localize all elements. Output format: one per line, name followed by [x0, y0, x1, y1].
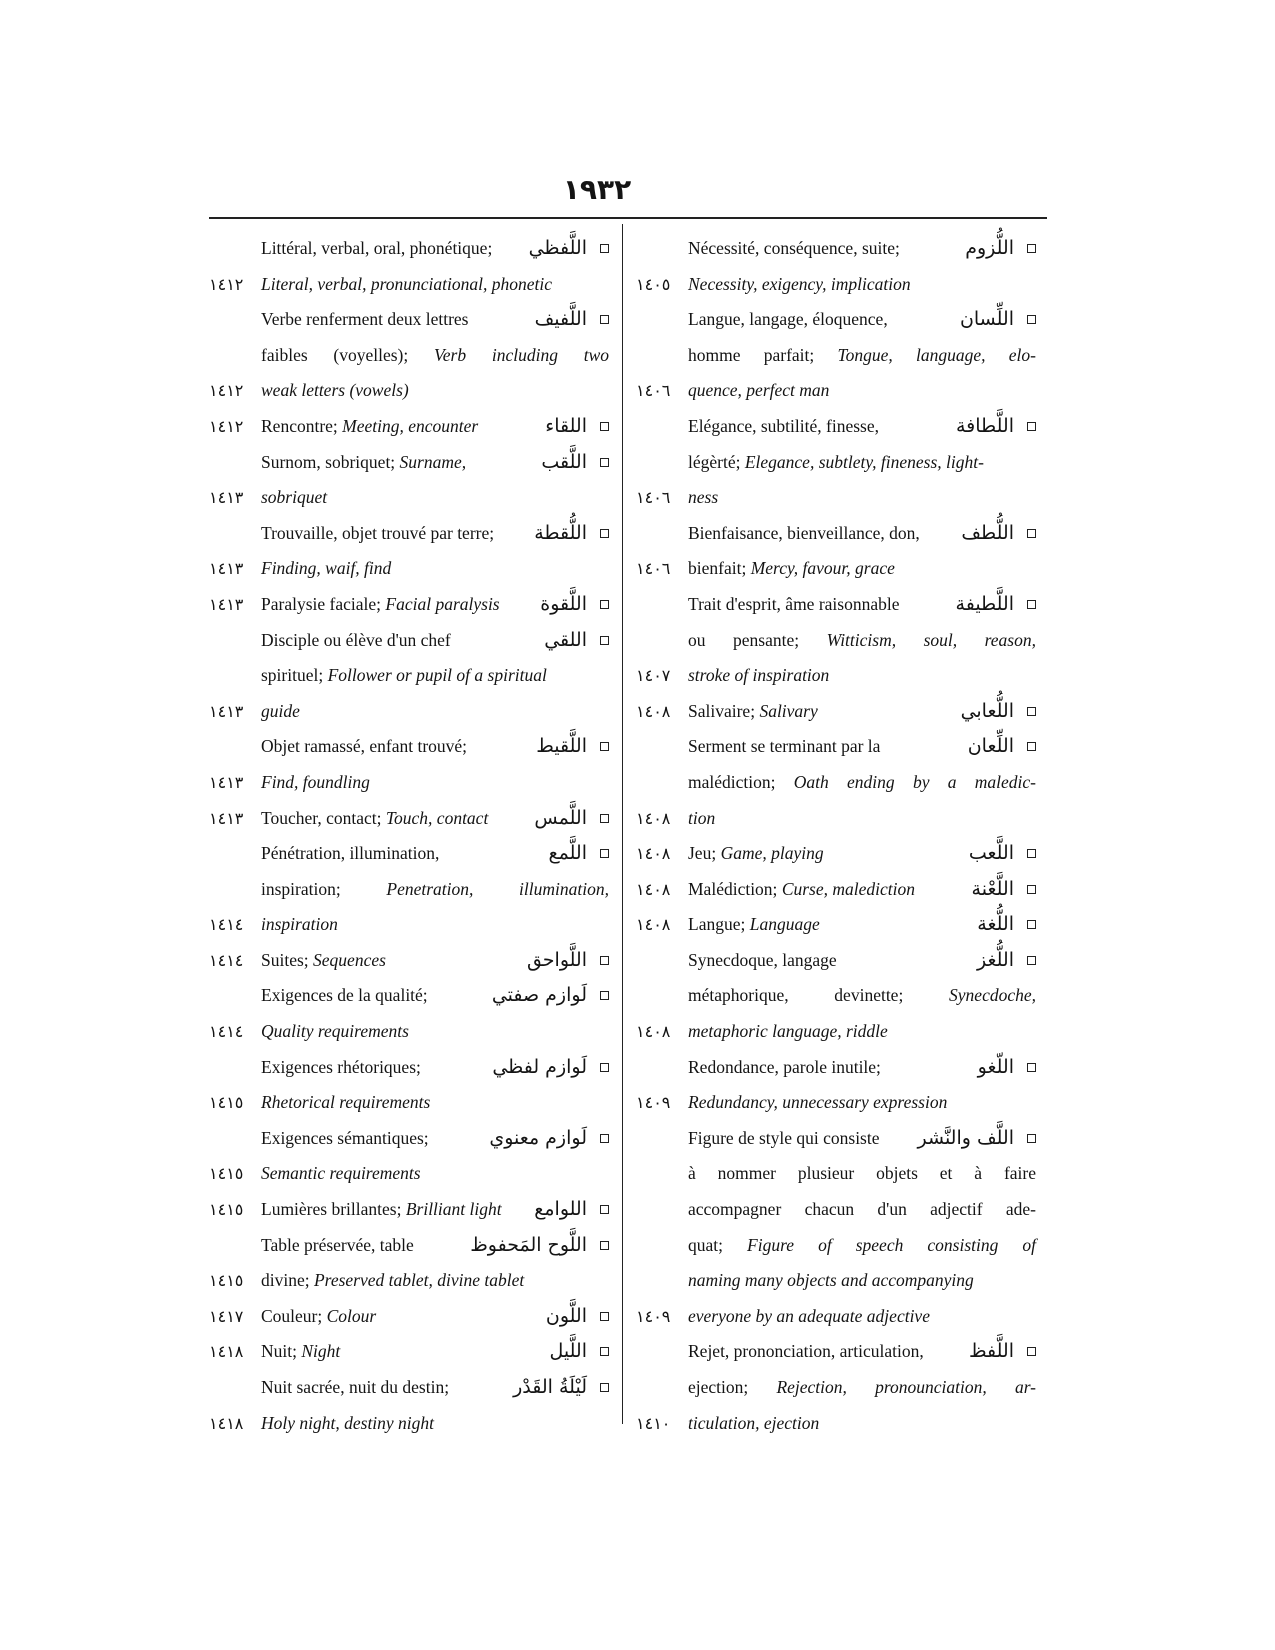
entry-line	[209, 1406, 609, 1442]
definition-english: Game, playing	[720, 843, 824, 864]
entry-line	[636, 1406, 1036, 1442]
square-bullet-icon	[600, 458, 609, 467]
definition-french: inspiration;	[261, 878, 387, 899]
square-bullet-icon	[1027, 849, 1036, 858]
entry-headword: اللَّون	[540, 1299, 587, 1335]
entry-line	[209, 587, 609, 623]
square-bullet-icon	[600, 1312, 609, 1321]
definition-french: ou pensante;	[688, 629, 827, 650]
definition-french: Bienfaisance, bienveillance, don,	[688, 522, 920, 543]
entry-line	[636, 729, 1036, 765]
entry-line	[636, 907, 1036, 943]
square-bullet-icon	[1027, 707, 1036, 716]
entry-line	[209, 765, 609, 801]
entry-page-ref: ١٤١٢	[209, 381, 244, 401]
entry-line	[636, 694, 1036, 730]
definition-english: Penetration, illumination,	[386, 878, 609, 899]
entry-headword: اللَّقب	[535, 445, 587, 481]
entry-definition	[688, 445, 1036, 481]
entry-line	[636, 1334, 1036, 1370]
page-number: ١٩٣٢	[562, 173, 632, 206]
entry-headword: لَيْلَةُ القَدْر	[507, 1370, 587, 1406]
entry-line	[209, 1192, 609, 1228]
entry-definition	[261, 1263, 609, 1299]
right-column	[636, 231, 1036, 1441]
entry-headword: اللقي	[538, 623, 587, 659]
entry-definition	[688, 623, 1036, 659]
entry-page-ref: ١٤١٣	[209, 559, 244, 579]
entry-definition	[688, 1299, 1036, 1335]
entry-definition	[688, 1263, 1036, 1299]
entry-line	[636, 302, 1036, 338]
definition-english: Salivary	[759, 700, 818, 721]
entry-headword: اللِّعان	[962, 729, 1014, 765]
definition-english: Mercy, favour, grace	[750, 558, 895, 579]
square-bullet-icon	[1027, 1347, 1036, 1356]
entry-definition	[688, 1156, 1036, 1192]
definition-french: Exigences de la qualité;	[261, 985, 428, 1006]
square-bullet-icon	[600, 849, 609, 858]
entry-definition	[688, 765, 1036, 801]
entry-page-ref: ١٤١٣	[209, 594, 244, 614]
left-column	[209, 231, 609, 1441]
entry-headword: اللُّقطة	[528, 516, 587, 552]
entry-page-ref: ١٤٠٨	[636, 844, 671, 864]
entry-page-ref: ١٤١٥	[209, 1093, 244, 1113]
entry-page-ref: ١٤٠٩	[636, 1093, 671, 1113]
definition-french: Table préservée, table	[261, 1234, 414, 1255]
definition-french: Verbe renferment deux lettres	[261, 309, 469, 330]
entry-headword: اللَّقيط	[530, 729, 587, 765]
square-bullet-icon	[600, 742, 609, 751]
square-bullet-icon	[600, 814, 609, 823]
entry-line	[636, 978, 1036, 1014]
square-bullet-icon	[600, 991, 609, 1000]
entry-line	[636, 623, 1036, 659]
square-bullet-icon	[1027, 885, 1036, 894]
definition-french: métaphorique, devinette;	[688, 985, 950, 1006]
entry-line	[636, 480, 1036, 516]
entry-definition	[261, 765, 609, 801]
definition-english: stroke of inspiration	[688, 665, 830, 686]
entry-page-ref: ١٤٠٦	[636, 381, 671, 401]
definition-french: homme parfait;	[688, 344, 838, 365]
definition-french: Serment se terminant par la	[688, 736, 881, 757]
square-bullet-icon	[1027, 422, 1036, 431]
definition-french: Malédiction;	[688, 878, 782, 899]
entry-page-ref: ١٤١٠	[636, 1413, 671, 1433]
definition-english: Witticism, soul, reason,	[826, 629, 1036, 650]
definition-french: Lumières brillantes;	[261, 1199, 406, 1220]
entry-line	[209, 1085, 609, 1121]
square-bullet-icon	[600, 636, 609, 645]
definition-english: ness	[688, 487, 719, 508]
entry-headword: اللوامع	[528, 1192, 587, 1228]
entry-headword: اللَّطافة	[950, 409, 1014, 445]
entry-page-ref: ١٤٠٧	[636, 666, 671, 686]
entry-line	[636, 1121, 1036, 1157]
entry-line	[209, 231, 609, 267]
square-bullet-icon	[600, 1383, 609, 1392]
entry-page-ref: ١٤١٢	[209, 416, 244, 436]
definition-english: tion	[688, 807, 716, 828]
entry-line	[209, 978, 609, 1014]
entry-page-ref: ١٤٠٨	[636, 915, 671, 935]
entry-line	[209, 373, 609, 409]
entry-line	[636, 373, 1036, 409]
definition-french: Nuit sacrée, nuit du destin;	[261, 1377, 450, 1397]
entry-line	[636, 267, 1036, 303]
definition-english: Tongue, language, elo-	[837, 344, 1036, 365]
definition-french: Surnom, sobriquet;	[261, 451, 400, 472]
entry-headword: اللِّسان	[954, 302, 1014, 338]
square-bullet-icon	[600, 1205, 609, 1214]
entry-line	[636, 872, 1036, 908]
entry-definition	[688, 480, 1036, 516]
square-bullet-icon	[600, 244, 609, 253]
definition-english: Synecdoche,	[949, 985, 1036, 1006]
entry-line	[636, 338, 1036, 374]
definition-english: Figure of speech consisting of	[747, 1234, 1036, 1255]
entry-line	[636, 943, 1036, 979]
entry-headword: اللَّقوة	[534, 587, 587, 623]
entry-line	[209, 1050, 609, 1086]
entry-page-ref: ١٤٠٨	[636, 1022, 671, 1042]
definition-english: quence, perfect man	[688, 380, 830, 401]
square-bullet-icon	[600, 529, 609, 538]
entry-line	[209, 516, 609, 552]
definition-french: Figure de style qui consiste	[688, 1127, 880, 1148]
entry-headword: اللَّعْنة	[966, 872, 1014, 908]
entry-definition	[688, 267, 1036, 303]
entry-page-ref: ١٤٠٦	[636, 559, 671, 579]
entry-line	[209, 409, 609, 445]
entry-page-ref: ١٤١٤	[209, 915, 244, 935]
entry-headword: اللَّمس	[528, 801, 587, 837]
definition-french: Jeu;	[688, 843, 721, 864]
entry-page-ref: ١٤١٣	[209, 701, 244, 721]
definition-french: faibles (voyelles);	[261, 344, 435, 365]
entry-line	[636, 1228, 1036, 1264]
entry-line	[209, 836, 609, 872]
entry-definition	[688, 338, 1036, 374]
entry-definition	[688, 1014, 1036, 1050]
entry-definition	[261, 1156, 609, 1192]
entry-headword: اللُّطف	[955, 516, 1014, 552]
entry-line	[636, 445, 1036, 481]
definition-english: Finding, waif, find	[261, 558, 392, 579]
entry-line	[209, 1228, 609, 1264]
definition-english: everyone by an adequate adjective	[688, 1305, 930, 1326]
definition-english: Preserved tablet, divine tablet	[313, 1270, 525, 1291]
definition-english: Facial paralysis	[385, 593, 500, 614]
definition-french: spirituel;	[261, 665, 328, 686]
entry-page-ref: ١٤١٥	[209, 1271, 244, 1291]
definition-english: Find, foundling	[261, 771, 370, 792]
definition-french: accompagner chacun d'un adjectif ade-	[688, 1199, 1036, 1220]
entry-line	[636, 1050, 1036, 1086]
entry-headword: اللَّعب	[963, 836, 1014, 872]
entry-line	[636, 658, 1036, 694]
entry-line	[636, 587, 1036, 623]
square-bullet-icon	[1027, 742, 1036, 751]
definition-english: sobriquet	[261, 487, 328, 508]
entry-line	[209, 729, 609, 765]
entry-headword: اللَّيل	[544, 1334, 587, 1370]
column-divider	[622, 224, 623, 1424]
definition-french: divine;	[261, 1270, 314, 1291]
entry-line	[209, 551, 609, 587]
entry-headword: اللقاء	[539, 409, 587, 445]
entry-page-ref: ١٤٠٦	[636, 488, 671, 508]
definition-french: Paralysie faciale;	[261, 593, 386, 614]
entry-line	[636, 1156, 1036, 1192]
definition-english: Night	[301, 1341, 341, 1362]
definition-french: Langue;	[688, 914, 750, 935]
definition-french: malédiction;	[688, 771, 794, 792]
entry-headword: اللَّطيفة	[950, 587, 1014, 623]
definition-english: Redundancy, unnecessary expression	[688, 1092, 948, 1113]
entry-line	[209, 267, 609, 303]
definition-french: ejection;	[688, 1377, 777, 1397]
definition-english: Literal, verbal, pronunciational, phonetic	[261, 273, 552, 294]
definition-french: Synecdoque, langage	[688, 949, 837, 970]
definition-english: guide	[261, 700, 300, 721]
definition-english: Surname,	[399, 451, 467, 472]
definition-french: Trait d'esprit, âme raisonnable	[688, 593, 900, 614]
entry-headword: لَوازم لفظي	[486, 1050, 587, 1086]
entry-line	[209, 1299, 609, 1335]
entry-line	[636, 801, 1036, 837]
definition-french: à nommer plusieur objets et à faire	[688, 1163, 1036, 1184]
entry-definition	[261, 658, 609, 694]
entry-headword: اللَّف والنَّشر	[912, 1121, 1014, 1157]
entry-definition	[688, 658, 1036, 694]
header-rule	[209, 217, 1047, 219]
definition-french: Couleur;	[261, 1305, 327, 1326]
entry-page-ref: ١٤١٤	[209, 1022, 244, 1042]
definition-french: légèrté;	[688, 451, 745, 472]
entry-line	[209, 872, 609, 908]
entry-headword: اللَّواحق	[521, 943, 587, 979]
entry-definition	[688, 801, 1036, 837]
entry-page-ref: ١٤١٣	[209, 772, 244, 792]
entry-headword: اللُّعابي	[955, 694, 1014, 730]
entry-page-ref: ١٤٠٨	[636, 808, 671, 828]
entry-page-ref: ١٤٠٩	[636, 1306, 671, 1326]
entry-definition	[261, 480, 609, 516]
definition-english: metaphoric language, riddle	[688, 1021, 888, 1042]
definition-french: Disciple ou élève d'un chef	[261, 629, 451, 650]
definition-english: Verb including two	[434, 344, 610, 365]
definition-french: quat;	[688, 1234, 748, 1255]
square-bullet-icon	[1027, 529, 1036, 538]
square-bullet-icon	[600, 1134, 609, 1143]
entry-line	[209, 1263, 609, 1299]
entry-headword: لَوازم معنوي	[483, 1121, 587, 1157]
entry-definition	[688, 373, 1036, 409]
entry-page-ref: ١٤١٥	[209, 1164, 244, 1184]
definition-french: Littéral, verbal, oral, phonétique;	[261, 238, 493, 258]
entry-definition	[688, 978, 1036, 1014]
entry-page-ref: ١٤١٧	[209, 1306, 244, 1326]
entry-headword: اللُّغة	[971, 907, 1014, 943]
entry-line	[636, 1085, 1036, 1121]
entry-line	[209, 658, 609, 694]
entry-line	[636, 409, 1036, 445]
definition-english: Oath ending by a maledic-	[793, 771, 1036, 792]
definition-english: Semantic requirements	[261, 1163, 421, 1184]
entry-headword: اللّغو	[972, 1050, 1014, 1086]
entry-page-ref: ١٤٠٥	[636, 274, 671, 294]
definition-french: Nécessité, conséquence, suite;	[688, 238, 900, 258]
definition-english: Colour	[326, 1305, 377, 1326]
definition-english: Rhetorical requirements	[261, 1092, 431, 1113]
entry-line	[636, 1299, 1036, 1335]
entry-page-ref: ١٤٠٨	[636, 701, 671, 721]
entry-page-ref: ١٤٠٨	[636, 879, 671, 899]
square-bullet-icon	[600, 315, 609, 324]
square-bullet-icon	[600, 1347, 609, 1356]
entry-page-ref: ١٤١٣	[209, 808, 244, 828]
definition-french: Redondance, parole inutile;	[688, 1056, 881, 1077]
definition-french: Salivaire;	[688, 700, 760, 721]
definition-english: naming many objects and accompanying	[688, 1270, 974, 1291]
definition-english: weak letters (vowels)	[261, 380, 409, 401]
definition-french: Nuit;	[261, 1341, 302, 1362]
entry-headword: اللُّغز	[971, 943, 1014, 979]
entry-headword: اللَّفيف	[529, 302, 587, 338]
entry-line	[636, 1370, 1036, 1406]
entry-headword: اللَّفظ	[963, 1334, 1014, 1370]
entry-definition	[261, 338, 609, 374]
square-bullet-icon	[600, 422, 609, 431]
entry-line	[209, 480, 609, 516]
definition-english: Rejection, pronounciation, ar-	[776, 1377, 1036, 1397]
entry-line	[209, 1334, 609, 1370]
entry-line	[209, 1014, 609, 1050]
definition-english: Follower or pupil of a spiritual	[327, 665, 547, 686]
definition-french: bienfait;	[688, 558, 751, 579]
square-bullet-icon	[600, 600, 609, 609]
entry-line	[636, 1192, 1036, 1228]
square-bullet-icon	[1027, 244, 1036, 253]
entry-page-ref: ١٤١٥	[209, 1200, 244, 1220]
square-bullet-icon	[1027, 1063, 1036, 1072]
entry-page-ref: ١٤١٨	[209, 1342, 244, 1362]
definition-english: Language	[749, 914, 820, 935]
entry-line	[209, 623, 609, 659]
square-bullet-icon	[1027, 920, 1036, 929]
definition-french: Langue, langage, éloquence,	[688, 309, 888, 330]
definition-french: Pénétration, illumination,	[261, 843, 440, 864]
entry-definition	[688, 1228, 1036, 1264]
entry-headword: اللَّوح المَحفوظ	[464, 1228, 587, 1264]
definition-english: Brilliant light	[405, 1199, 502, 1220]
entry-definition	[261, 373, 609, 409]
entry-line	[636, 1014, 1036, 1050]
entry-page-ref: ١٤١٨	[209, 1413, 244, 1433]
entry-headword: اللَّمع	[543, 836, 587, 872]
entry-line	[209, 1370, 609, 1406]
entry-line	[209, 338, 609, 374]
entry-line	[209, 943, 609, 979]
definition-english: Meeting, encounter	[342, 415, 479, 436]
entry-definition	[261, 1085, 609, 1121]
entry-line	[209, 907, 609, 943]
entry-definition	[261, 1406, 609, 1442]
entry-line	[209, 445, 609, 481]
square-bullet-icon	[600, 956, 609, 965]
definition-english: Quality requirements	[261, 1021, 409, 1042]
definition-english: Elegance, subtlety, fineness, light-	[744, 451, 984, 472]
entry-line	[209, 694, 609, 730]
entry-definition	[261, 551, 609, 587]
entry-definition	[688, 1192, 1036, 1228]
entry-line	[209, 801, 609, 837]
square-bullet-icon	[1027, 600, 1036, 609]
definition-english: inspiration	[261, 914, 338, 935]
definition-english: Necessity, exigency, implication	[688, 273, 911, 294]
square-bullet-icon	[1027, 1134, 1036, 1143]
entry-page-ref: ١٤١٣	[209, 488, 244, 508]
definition-english: Holy night, destiny night	[261, 1412, 435, 1433]
definition-french: Exigences sémantiques;	[261, 1127, 429, 1148]
definition-french: Objet ramassé, enfant trouvé;	[261, 736, 468, 757]
definition-french: Trouvaille, objet trouvé par terre;	[261, 522, 495, 543]
entry-definition	[688, 1370, 1036, 1406]
entry-headword: لَوازم صفتي	[486, 978, 587, 1014]
square-bullet-icon	[1027, 956, 1036, 965]
entry-definition	[261, 907, 609, 943]
definition-english: Touch, contact	[385, 807, 489, 828]
square-bullet-icon	[600, 1241, 609, 1250]
entry-line	[636, 516, 1036, 552]
entry-definition	[688, 551, 1036, 587]
entry-headword: اللَّفظي	[523, 231, 587, 267]
entry-line	[209, 1121, 609, 1157]
entry-definition	[261, 1014, 609, 1050]
definition-english: Curse, malediction	[781, 878, 915, 899]
definition-french: Suites;	[261, 949, 314, 970]
definition-french: Rejet, prononciation, articulation,	[688, 1341, 924, 1362]
entry-line	[636, 1263, 1036, 1299]
definition-french: Rencontre;	[261, 415, 343, 436]
square-bullet-icon	[600, 1063, 609, 1072]
entry-definition	[261, 872, 609, 908]
entry-headword: اللُّزوم	[959, 231, 1014, 267]
entry-page-ref: ١٤١٤	[209, 950, 244, 970]
entry-definition	[261, 267, 609, 303]
entry-line	[209, 1156, 609, 1192]
definition-french: Elégance, subtilité, finesse,	[688, 415, 879, 436]
entry-line	[636, 765, 1036, 801]
definition-french: Toucher, contact;	[261, 807, 386, 828]
entry-page-ref: ١٤١٢	[209, 274, 244, 294]
entry-line	[636, 231, 1036, 267]
entry-definition	[688, 1406, 1036, 1442]
entry-line	[636, 836, 1036, 872]
entry-definition	[688, 1085, 1036, 1121]
square-bullet-icon	[1027, 315, 1036, 324]
entry-definition	[261, 694, 609, 730]
definition-english: ticulation, ejection	[688, 1412, 820, 1433]
definition-english: Sequences	[313, 949, 386, 970]
entry-line	[209, 302, 609, 338]
entry-line	[636, 551, 1036, 587]
definition-french: Exigences rhétoriques;	[261, 1056, 421, 1077]
